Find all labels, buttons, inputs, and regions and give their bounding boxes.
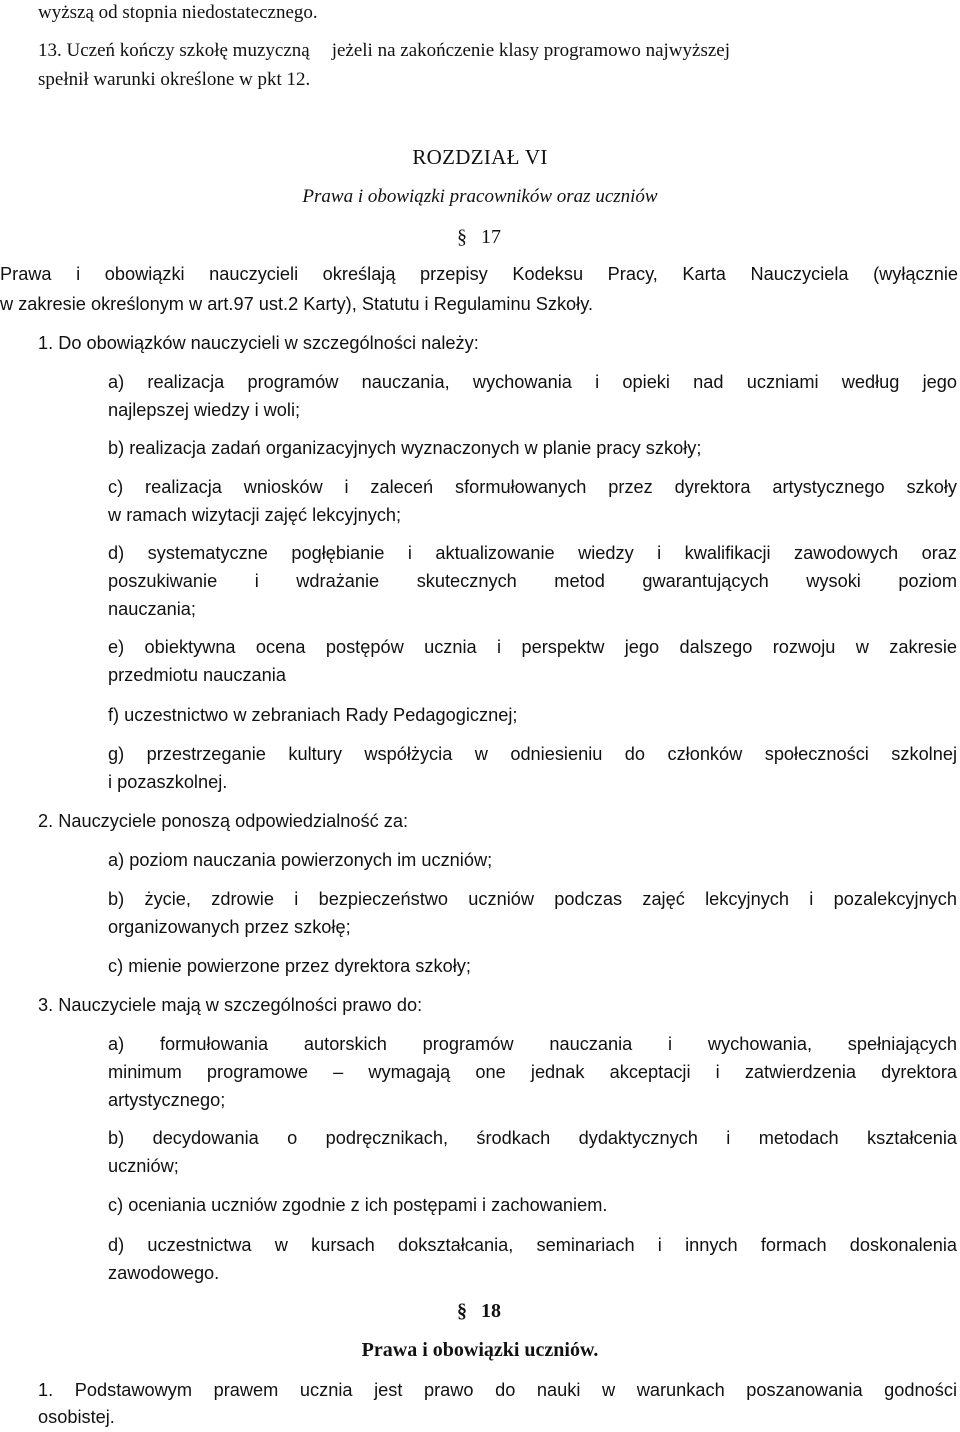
list-item: b) realizacja zadań organizacyjnych wyznaczonych w planie pracy szkoły; [108, 438, 702, 458]
section-title: Prawa i obowiązki uczniów. [361, 1339, 599, 1361]
text-line [38, 38, 730, 64]
list-item-continuation: artystycznego; [108, 1090, 226, 1110]
text-line: spełnił warunki określone w pkt 12. [38, 69, 311, 90]
list-item: a) poziom nauczania powierzonych im uczniów; [108, 850, 493, 870]
text-fragment: 13. Uczeń kończy szkołę muzyczną [38, 40, 310, 61]
list-item: g) przestrzeganie kultury współżycia w odniesieniu do członków społeczności szkolnej [108, 744, 957, 764]
list-item-continuation: i pozaszkolnej. [108, 772, 228, 792]
list-item-continuation: uczniów; [108, 1156, 179, 1176]
list-item: d) uczestnictwa w kursach dokształcania, seminariach i innych formach doskonalenia [108, 1235, 957, 1255]
list-item: c) mienie powierzone przez dyrektora szkoły; [108, 956, 471, 976]
list-item-continuation: organizowanych przez szkołę; [108, 917, 351, 937]
text-line: Prawa i obowiązki nauczycieli określają przepisy Kodeksu Pracy, Karta Nauczyciela (wyłącznie [0, 264, 958, 284]
list-item: b) życie, zdrowie i bezpieczeństwo uczniów podczas zajęć lekcyjnych i pozalekcyjnych [108, 889, 957, 909]
list-heading: 1. Do obowiązków nauczycieli w szczególności należy: [38, 333, 479, 353]
list-item: c) oceniania uczniów zgodnie z ich postępami i zachowaniem. [108, 1195, 608, 1215]
list-item: 1. Podstawowym prawem ucznia jest prawo do nauki w warunkach poszanowania godności [38, 1380, 957, 1400]
list-item-continuation: w ramach wizytacji zajęć lekcyjnych; [108, 505, 402, 525]
section-heading [457, 224, 501, 250]
list-item: b) decydowania o podręcznikach, środkach dydaktycznych i metodach kształcenia [108, 1128, 957, 1148]
list-item-continuation: poszukiwanie i wdrażanie skutecznych metod gwarantujących wysoki poziom [108, 571, 957, 591]
list-item: c) realizacja wniosków i zaleceń sformułowanych przez dyrektora artystycznego szkoły [108, 477, 957, 497]
text-fragment: jeżeli na zakończenie klasy programowo najwyższej [331, 40, 730, 61]
list-item-continuation: nauczania; [108, 599, 196, 619]
list-item-continuation: minimum programowe – wymagają one jednak akceptacji i zatwierdzenia dyrektora [108, 1062, 957, 1082]
list-item: e) obiektywna ocena postępów ucznia i perspektw jego dalszego rozwoju w zakresie [108, 637, 957, 657]
list-item: f) uczestnictwo w zebraniach Rady Pedagogicznej; [108, 705, 518, 725]
section-number: 17 [481, 226, 501, 248]
section-symbol: § [457, 226, 467, 248]
list-heading: 3. Nauczyciele mają w szczególności prawo do: [38, 995, 423, 1015]
text-line: w zakresie określonym w art.97 ust.2 Karty), Statutu i Regulaminu Szkoły. [0, 294, 594, 314]
list-item-continuation: zawodowego. [108, 1263, 220, 1283]
list-item-continuation: najlepszej wiedzy i woli; [108, 400, 301, 420]
list-item: a) realizacja programów nauczania, wychowania i opieki nad uczniami według jego [108, 372, 957, 392]
list-item: d) systematyczne pogłębianie i aktualizowanie wiedzy i kwalifikacji zawodowych oraz [108, 543, 957, 563]
section-number: 18 [481, 1300, 501, 1322]
text-line: wyższą od stopnia niedostatecznego. [38, 2, 318, 23]
list-item-continuation: osobistej. [38, 1407, 115, 1427]
list-item-continuation: przedmiotu nauczania [108, 665, 286, 685]
section-symbol: § [457, 1300, 467, 1322]
section-heading [457, 1298, 501, 1324]
list-heading: 2. Nauczyciele ponoszą odpowiedzialność za: [38, 811, 409, 831]
list-item: a) formułowania autorskich programów nauczania i wychowania, spełniających [108, 1034, 957, 1054]
chapter-subtitle: Prawa i obowiązki pracowników oraz uczniów [302, 186, 658, 207]
chapter-title: ROZDZIAŁ VI [412, 145, 548, 169]
